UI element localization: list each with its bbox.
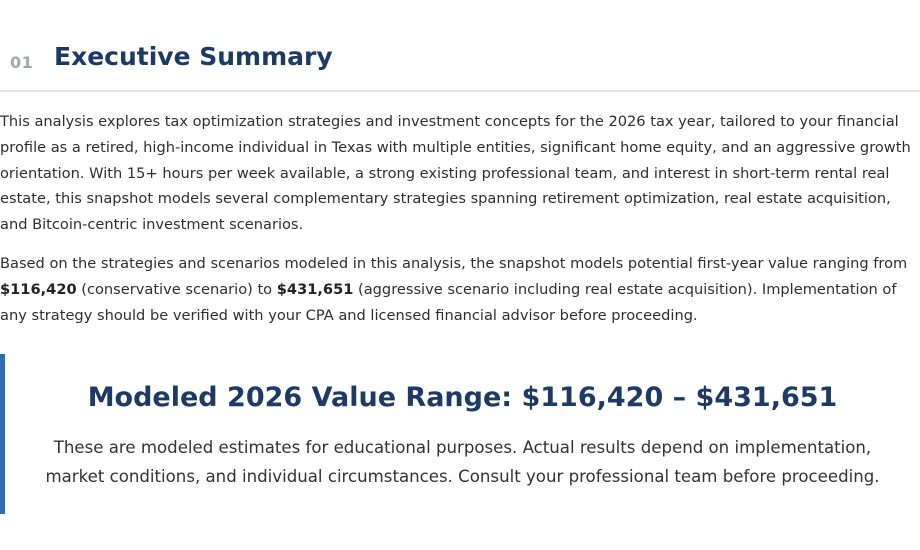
value-intro-text: Based on the strategies and scenarios modeled in this analysis, the snapshot models potential first-year value ranging from bbox=[0, 255, 908, 272]
section-title: Executive Summary bbox=[54, 42, 333, 71]
summary-paragraph-2 bbox=[0, 251, 918, 328]
callout-note: These are modeled estimates for educational purposes. Actual results depend on implementation, market conditions, and individual circumstances. Consult your professional team before proceeding. bbox=[45, 438, 880, 486]
conservative-value: $116,420 bbox=[0, 280, 77, 298]
callout-title: Modeled 2026 Value Range: $116,420 – $431,651 bbox=[87, 382, 838, 413]
aggressive-value: $431,651 bbox=[276, 280, 354, 298]
summary-paragraph-1: This analysis explores tax optimization strategies and investment concepts for the 2026 tax year, tailored to your financial profile as a retired, high-income individual in Texas with multiple entities, significant home equity, and an aggressive growth orientation. With 15+ hours per week available, a strong existing professional team, and interest in short-term rental real estate, this snapshot models several complementary strategies spanning retirement optimization, real estate acquisition, and Bitcoin-centric investment scenarios. bbox=[0, 113, 911, 234]
aggressive-label-text: (aggressive scenario including real estate acquisition). Implementation of any strategy should be verified with your CPA and licensed financial advisor before proceeding. bbox=[0, 280, 897, 324]
value-range-callout bbox=[0, 354, 920, 514]
conservative-label-text: (conservative scenario) to bbox=[76, 280, 277, 298]
section-number: 01 bbox=[10, 53, 34, 72]
section-header bbox=[0, 40, 920, 92]
